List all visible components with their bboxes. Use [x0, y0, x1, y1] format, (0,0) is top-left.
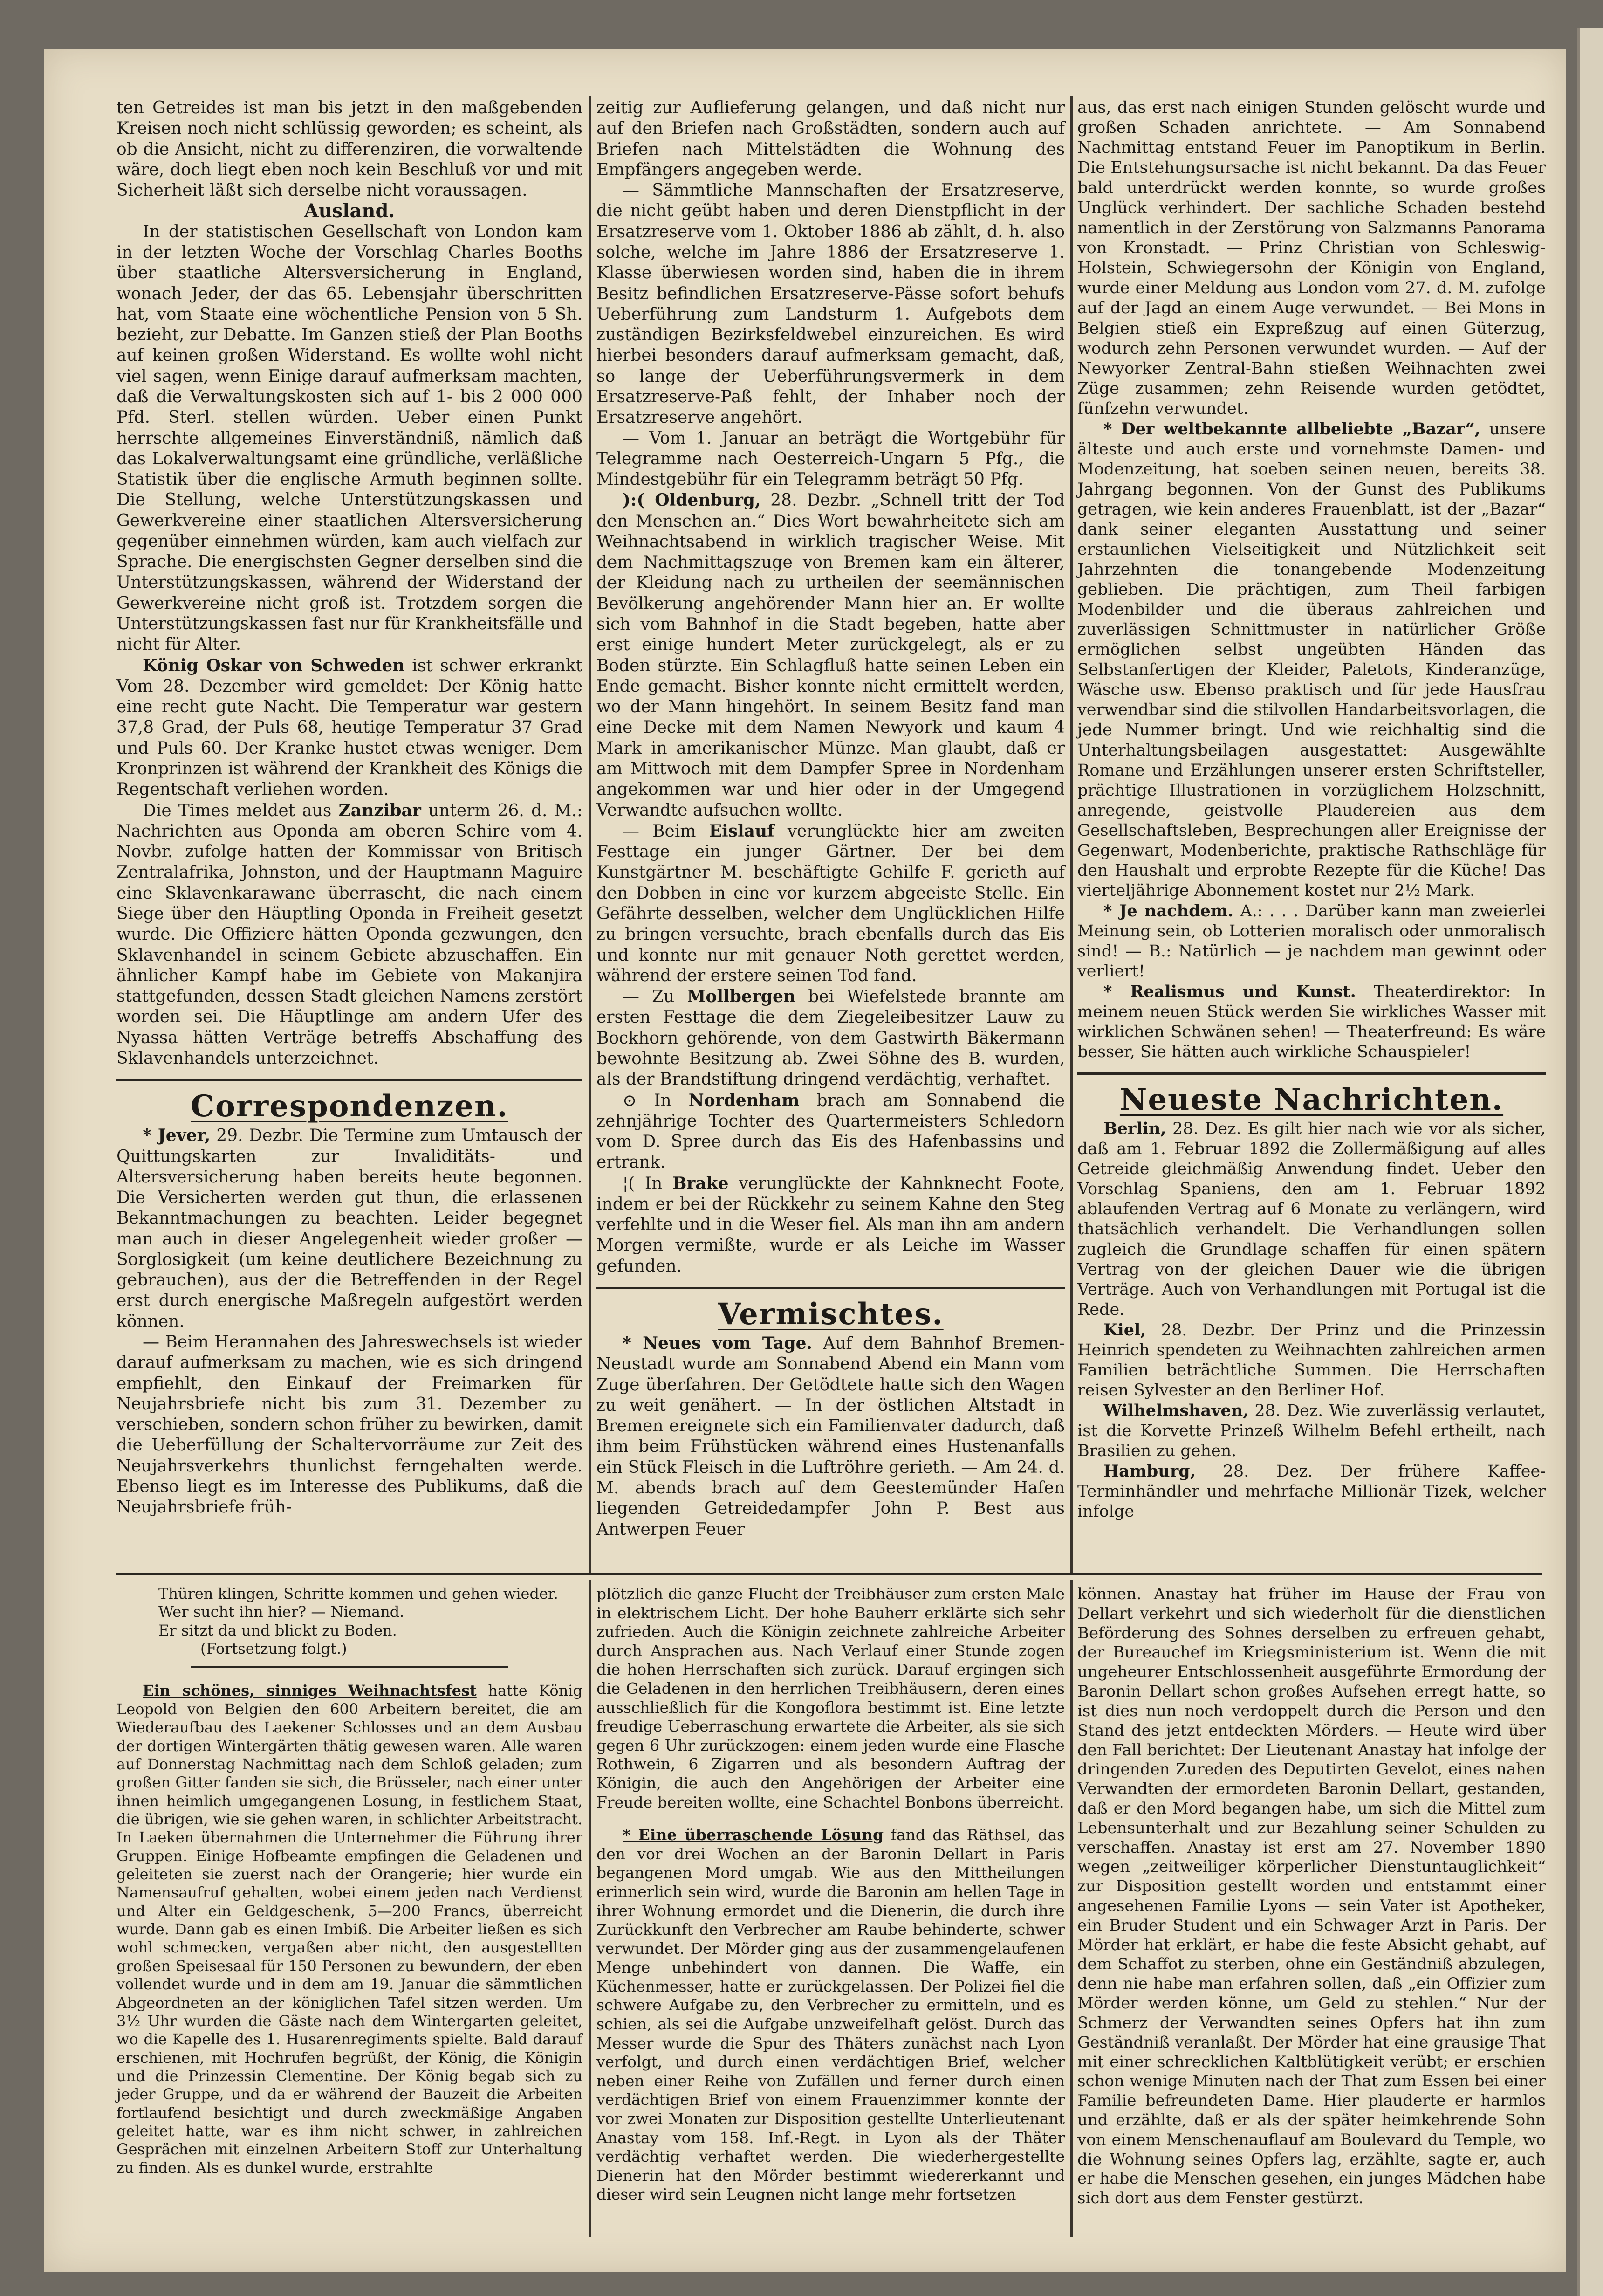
article-text: Die Times meldet aus: [143, 801, 332, 820]
article-text: verunglückte hier am zweiten Festtage ein junger Gärtner. Der bei dem Kunstgärtner M. beschäftigte Gehilfe F. gerieth auf den Dobben in eine vor kurzem abgeeiste Stelle. Ein Gefährte desselben, welcher dem Unglücklichen Hilfe zu bringen versuchte, brach ebenfalls durch das Eis und konnte nur mit genauer Noth gerettet werden, während der erstere seinen Tod fand.: [596, 821, 1065, 985]
article-keyword: König Oskar von Schweden: [143, 655, 405, 675]
article-paragraph: [596, 490, 1065, 821]
article-paragraph: [116, 1125, 582, 1332]
article-text: ⊙ In: [623, 1091, 671, 1110]
article-text: 28. Dez. Wie zuverlässig verlautet, ist die Korvette Prinzeß Wilhelm Befehl ertheilt, nach Brasilien zu gehen.: [1077, 1401, 1546, 1460]
section-divider-rule: [116, 1573, 1542, 1575]
article-paragraph: zeitig zur Auflieferung gelangen, und daß nicht nur auf den Briefen nach Großstädten, sondern auch auf Briefen nach Mittelstädten die Wohnung des Empfängers angegeben werde.: [596, 98, 1065, 179]
article-text: unsere älteste und auch erste und vornehmste Damen- und Modenzeitung, hat soeben seinen neuen, bereits 38. Jahrgang begonnen. Von der Gunst des Publikums getragen, wie kein anderes Frauenblatt, ist der „Bazar“ dank seiner eleganten Ausstattung und seiner erstaunlichen Vielseitigkeit und Nützlichkeit seit Jahrzehnten die tonangebende Modenzeitung geblieben. Die prächtigen, zum Theil farbigen Modenbilder und die überaus zahlreichen und zuverlässigen Schnittmuster in natürlicher Größe ermöglichen selbst ungeübten Händen das Selbstanfertigen der Kleider, Paletots, Kinderanzüge, Wäsche usw. Ebenso praktisch und für jede Hausfrau verwendbar sind die stilvollen Handarbeitsvorlagen, die jede Nummer bringt. Und wie reichhaltig sind die Unterhaltungsbeilagen ausgestattet: Ausgewählte Romane und Erzählungen unserer ersten Schriftsteller, prächtige Illustrationen in vorzüglichem Holzschnitt, anregende, geistvolle Plaudereien aus dem Gesellschaftsleben, Besprechungen aller Ereignisse der Gegenwart, Modenberichte, praktische Rathschläge für den Haushalt und erprobte Rezepte für die Küche! Das vierteljährige Abonnement kostet nur 2½ Mark.: [1077, 419, 1546, 900]
article-paragraph: [596, 1333, 1065, 1540]
article-paragraph: — Beim Herannahen des Jahreswechsels ist wieder darauf aufmerksam zu machen, wie es sich dringend empfiehlt, den Einkauf der Freimarken für Neujahrsbriefe nicht bis zum 31. Dezember zu verschieben, sondern schon früher zu bewirken, damit die Ueberfüllung der Schaltervorräume zur Zeit des Neujahrsverkehrs thunlichst ferngehalten werde. Ebenso liegt es im Interesse des Publikums, daß die Neujahrsbriefe früh-: [116, 1333, 582, 1517]
article-paragraph: [596, 821, 1065, 986]
article-keyword: * Der weltbekannte allbeliebte „Bazar“,: [1103, 419, 1480, 439]
article-paragraph: [1077, 1461, 1546, 1522]
story-line: Thüren klingen, Schritte kommen und gehen wieder.: [158, 1585, 558, 1602]
column-1: [116, 98, 582, 1518]
article-paragraph: ten Getreides ist man bis jetzt in den maßgebenden Kreisen noch nicht schlüssig geworden; es scheint, als ob die Ansicht, nicht zu differenziren, die vorwaltende wäre, doch liegt eben noch kein Beschluß vor und mit Sicherheit läßt sich derselbe nicht voraussagen.: [116, 98, 582, 200]
story-end-rule: [191, 1666, 508, 1668]
article-keyword: * Neues vom Tage.: [623, 1334, 813, 1354]
article-paragraph: [116, 800, 582, 1069]
article-paragraph: aus, das erst nach einigen Stunden gelöscht wurde und großen Schaden anrichtete. — Am Sonnabend Nachmittag entstand Feuer im Panoptikum in Berlin. Die Entstehungsursache ist nicht bekannt. Da das Feuer bald unterdrückt werden konnte, so wurde großes Unglück verhindert. Der sachliche Schaden bestehd namentlich in der Zerstörung von Salzmanns Panorama von Kronstadt. — Prinz Christian von Schleswig-Holstein, Schwiegersohn der Königin von England, wurde einer Meldung aus London vom 27. d. M. zufolge auf der Jagd an einem Auge verwundet. — Bei Mons in Belgien stieß ein Expreßzug auf einen Güterzug, wodurch zehn Personen verwundet wurden. — Auf der Newyorker Zentral-Bahn stießen Weihnachten zwei Züge zusammen; zehn Reisende wurden getödtet, fünfzehn verwundet.: [1077, 98, 1546, 418]
article-text: — Zu: [623, 987, 675, 1007]
article-text: 29. Dezbr. Die Termine zum Umtausch der Quittungskarten zur Invaliditäts- und Altersversicherung haben bereits heute begonnen. Die Versicherten werden gut thun, die erlassenen Bekanntmachungen zu beachten. Leider begegnet man auch in dieser Angelegenheit wieder großer — Sorglosigkeit (um keine deutlichere Bezeichnung zu gebrauchen), aus der die Betreffenden in der Regel erst durch energische Maßregeln aufgestört werden können.: [116, 1126, 582, 1331]
article-keyword: Zanzibar: [338, 800, 421, 820]
article-text: Theaterdirektor: In meinem neuen Stück werden Sie wirkliches Wasser mit wirklichen Schwänen sehen! — Theaterfreund: Es wäre besser, Sie hätten auch wirkliche Schauspieler!: [1077, 983, 1546, 1062]
next-page-edge: [1577, 28, 1603, 2296]
article-paragraph: [596, 1826, 1065, 2204]
feuilleton-column-2: [596, 1585, 1065, 2204]
article-keyword: * Realismus und Kunst.: [1103, 982, 1356, 1002]
article-keyword: Mollbergen: [687, 987, 796, 1007]
story-line: Er sitzt da und blickt zu Boden.: [158, 1621, 397, 1639]
column-rule-4: [1070, 1580, 1073, 2237]
article-paragraph: In der statistischen Gesellschaft von London kam in der letzten Woche der Vorschlag Charles Booths über staatliche Altersversicherung in England, wonach Jeder, der das 65. Lebensjahr überschritten hat, vom Staate eine wöchentliche Pension von 5 Sh. bezieht, zur Debatte. Im Ganzen stieß der Plan Booths auf keinen großen Widerstand. Es wollte wohl nicht viel sagen, wenn Einige darauf aufmerksam machten, daß die Verwaltungskosten sich auf 1- bis 2 000 000 Pfd. Sterl. stellen würden. Ueber einen Punkt herrschte allgemeines Einverständniß, nämlich daß das Lokalverwaltungsamt eine gründliche, verläßliche Statistik über die englische Armuth beginnen sollte. Die Stellung, welche Unterstützungskassen und Gewerkvereine einer staatlichen Altersversicherung gegenüber einnehmen würden, kam auch vielfach zur Sprache. Die energischsten Gegner derselben sind die Unterstützungskassen, während der Widerstand der Gewerkvereine nicht groß ist. Trotzdem sorgen die Unterstützungskassen fast nur für Krankheitsfälle und nicht für Alter.: [116, 222, 582, 654]
column-rule-2: [1070, 96, 1073, 1573]
article-text: bei Wiefelstede brannte am ersten Festtage die dem Ziegeleibesitzer Lauw zu Bockhorn gehörende, von dem Gastwirth Bäkermann bewohnte Besitzung ab. Zwei Söhne des B. wurden, als der Brandstiftung dringend verdächtig, verhaftet.: [596, 987, 1065, 1089]
feuilleton-column-3: [1077, 1585, 1546, 2208]
article-text: ¦( In: [623, 1174, 663, 1193]
article-text: hatte König Leopold von Belgien den 600 Arbeitern bereitet, die am Wiederaufbau des Laekener Schlosses und an dem Ausbau der dortigen Wintergärten thätig gewesen waren. Alle waren auf Donnerstag Nachmittag nach dem Schloß geladen; zum großen Gitter fanden sie sich, die Brüsseler, nach einer unter ihnen heimlich umgegangenen Losung, in festlichem Staat, die übrigen, wie sie gehen waren, in schlichter Arbeitstracht. In Laeken übernahmen die Unternehmer die Führung ihrer Gruppen. Einige Hofbeamte empfingen die Geladenen und geleiteten sie zuerst nach der Orangerie; hier wurde ein Namensaufruf gehalten, wobei einem jeden nach Verdienst und Alter ein Geldgeschenk, 5—200 Francs, überreicht wurde. Dann gab es einen Imbiß. Die Arbeiter ließen es sich wohl schmecken, vergaßen aber nicht, den ausgestellten großen Speisesaal für 150 Personen zu bewundern, der eben vollendet wurde und in dem am 19. Januar die sämmtlichen Abgeordneten an der königlichen Tafel sitzen werden. Um 3½ Uhr wurden die Gäste nach dem Wintergarten geleitet, wo die Kapelle des 1. Husarenregiments spielte. Bald darauf erschienen, mit Hochrufen begrüßt, der König, die Königin und die Prinzessin Clementine. Der König begab sich zu jeder Gruppe, und da er während der Bauzeit die Arbeiten fortlaufend besichtigt und durch zweckmäßige Angaben geleitet hatte, war es ihm nicht schwer, in zahlreichen Gesprächen mit einzelnen Arbeitern Stoff zur Unterhaltung zu finden. Als es dunkel wurde, erstrahlte: [116, 1682, 583, 2177]
article-paragraph: [1077, 1320, 1546, 1401]
article-paragraph: [596, 1090, 1065, 1173]
article-keyword: Brake: [672, 1173, 729, 1193]
article-paragraph: plötzlich die ganze Flucht der Treibhäuser zum ersten Male in elektrischem Licht. Der hohe Bauherr erklärte sich sehr zufrieden. Auch die Königin zeichnete zahlreiche Arbeiter durch Ansprachen aus. Nach Verlauf einer Stunde zogen die hohen Herrschaften sich zurück. Darauf ergingen sich die Geladenen in den herrlichen Treibhäusern, deren eines ausschließlich für die Kongoflora bestimmt ist. Eine letzte freudige Ueberraschung erwartete die Arbeiter, als sie sich gegen 6 Uhr zurückzogen: einem jeden wurde eine Flasche Rothwein, 6 Zigarren und als besondern Auftrag der Königin, die auch den Angehörigen der Arbeiter eine Freude bereiten wollte, eine Schachtel Bonbons überreicht.: [596, 1585, 1065, 1811]
article-text: A.: . . . Darüber kann man zweierlei Meinung sein, ob Lotterien moralisch oder unmoralisch sind! — B.: Natürlich — je nachdem man gewinnt oder verliert!: [1077, 901, 1546, 981]
serial-story-ending: [116, 1585, 582, 1658]
column-rule-3: [589, 1580, 591, 2237]
column-rule-1: [589, 96, 591, 1573]
article-keyword: Hamburg,: [1103, 1462, 1196, 1481]
article-keyword: Wilhelmshaven,: [1103, 1401, 1249, 1420]
spacer: [596, 1812, 1065, 1826]
article-text: verunglückte der Kahnknecht Foote, indem er bei der Rückkehr zu seinem Kahne den Steg verfehlte und in die Weser fiel. Als man ihn am andern Morgen vermißte, wurde er als Leiche im Wasser gefunden.: [596, 1174, 1065, 1276]
article-paragraph: — Sämmtliche Mannschaften der Ersatzreserve, die nicht geübt haben und deren Dienstpflicht in der Ersatzreserve vom 1. Oktober 1886 ab zählt, d. h. also solche, welche im Jahre 1886 der Ersatzreserve 1. Klasse überwiesen worden sind, haben die in ihrem Besitz befindlichen Ersatzreserve-Pässe sofort behufs Ueberführung zum Landsturm 1. Aufgebots dem zuständigen Bezirksfeldwebel einzureichen. Es wird hierbei besonders darauf aufmerksam gemacht, daß, so lange der Ueberführungsvermerk in dem Ersatzreserve-Paß fehlt, der Inhaber noch der Ersatzreserve angehört.: [596, 181, 1065, 427]
article-paragraph: [116, 655, 582, 800]
feuilleton-column-1: [116, 1585, 582, 2177]
article-text: 28. Dez. Der frühere Kaffee-Terminhändler und mehrfache Millionär Tizek, welcher infolge: [1077, 1462, 1546, 1521]
continuation-note: (Fortsetzung folgt.): [200, 1640, 347, 1658]
section-rule: [596, 1287, 1065, 1289]
section-heading-vermischtes: Vermischtes.: [718, 1297, 944, 1332]
article-keyword: Ein schönes, sinniges Weihnachtsfest: [143, 1682, 477, 1700]
section-rule: [1077, 1072, 1546, 1075]
article-keyword: Kiel,: [1103, 1320, 1146, 1340]
article-paragraph: [1077, 1401, 1546, 1461]
article-keyword: * Je nachdem.: [1103, 901, 1234, 921]
article-text: 28. Dezbr. „Schnell tritt der Tod den Menschen an.“ Dies Wort bewahrheitete sich am Weihnachtsabend in wirklich tragischer Weise. Mit dem Nachmittagszuge von Bremen kam ein älterer, der Kleidung nach zu urtheilen der seemännischen Bevölkerung angehörender Mann hier an. Er wollte sich vom Bahnhof in die Stadt begeben, hatte aber erst einige hundert Meter zurückgelegt, als er zu Boden stürzte. Ein Schlagfluß hatte seinen Leben ein Ende gemacht. Bisher konnte nicht ermittelt werden, wo der Mann hingehört. In seinem Besitz fand man eine Decke mit dem Namen Newyork und kaum 4 Mark in amerikanischer Münze. Man glaubt, daß er am Mittwoch mit dem Dampfer Spree in Nordenham angekommen war und hier oder in der Umgegend Verwandte aufsuchen wollte.: [596, 491, 1065, 820]
section-heading-correspondenzen: Correspondenzen.: [191, 1089, 508, 1124]
article-text: 28. Dezbr. Der Prinz und die Prinzessin Heinrich spendeten zu Weihnachten zahlreichen armen Familien beträchtliche Summen. Die Herrschaften reisen Sylvester an den Berliner Hof.: [1077, 1320, 1546, 1400]
article-text: fand das Räthsel, das den vor drei Wochen an der Baronin Dellart in Paris begangenen Mord umgab. Wie aus den Mittheilungen erinnerlich sein wird, wurde die Baronin am hellen Tage in ihrer Wohnung ermordet und die Dienerin, die durch ihre Zurückkunft den Verbrecher am Raube behinderte, schwer verwundet. Der Mörder ging aus der zusammengelaufenen Menge unbehindert von dannen. Die Waffe, ein Küchenmesser, hatte er zurückgelassen. Der Polizei fiel die schwere Aufgabe zu, den Verbrecher zu ermitteln, und es schien, als sei die Aufgabe unzweifelhaft gelöst. Durch das Messer wurde die Spur des Thäters zunächst nach Lyon verfolgt, und durch einen verdächtigen Brief, welcher neben einer Reihe von Zufällen und ferner durch einen verdächtigen Brief von einem Frauenzimmer konnte der vor zwei Monaten zur Disposition gestellte Unterlieutenant Anastay vom 158. Inf.-Regt. in Lyon als der Thäter verdächtig verhaftet werden. Die wiederhergestellte Dienerin hat den Mörder bestimmt wiedererkannt und dieser wird sein Leugnen nicht lange mehr fortsetzen: [596, 1826, 1065, 2204]
article-keyword: Nordenham: [688, 1090, 800, 1110]
article-paragraph: — Vom 1. Januar an beträgt die Wortgebühr für Telegramme nach Oesterreich-Ungarn 5 Pfg., die Mindestgebühr für ein Telegramm beträgt 50 Pfg.: [596, 428, 1065, 489]
article-keyword: * Eine überraschende Lösung: [623, 1826, 884, 1844]
article-paragraph: [1077, 1119, 1546, 1320]
article-keyword: * Jever,: [143, 1126, 211, 1146]
article-text: brach am Sonnabend die zehnjährige Tochter des Quartermeisters Schledorn vom D. Spree durch das Eis des Hafenbassins und ertrank.: [596, 1091, 1065, 1172]
article-keyword: Berlin,: [1103, 1119, 1166, 1139]
article-paragraph: [1077, 982, 1546, 1062]
article-keyword: ):( Oldenburg,: [623, 490, 761, 510]
article-paragraph: [596, 1173, 1065, 1277]
article-text: unterm 26. d. M.: Nachrichten aus Oponda am oberen Schire vom 4. Novbr. zufolge hatten der Kommissar von Britisch Zentralafrika, Johnston, und der Hauptmann Maguire eine Sklavenkarawane überrascht, die nach einem Siege über den Häuptling Oponda in Freiheit gesetzt wurde. Die Offiziere hätten Oponda gezwungen, den Sklavenhandel in seinem Gebiete abzuschaffen. Ein ähnlicher Kampf habe im Gebiete von Makanjira stattgefunden, dessen Stadt gleichen Namens zerstört worden sei. Die Häuptlinge am andern Ufer des Nyassa hätten Verträge betreffs Abschaffung des Sklavenhandels unterzeichnet.: [116, 801, 582, 1068]
article-paragraph: [596, 986, 1065, 1090]
article-text: — Beim: [623, 821, 696, 841]
section-rule: [116, 1079, 582, 1081]
article-keyword: Eislauf: [709, 821, 774, 841]
column-2: [596, 98, 1065, 1540]
article-paragraph: [116, 1682, 582, 2177]
article-text: Auf dem Bahnhof Bremen-Neustadt wurde am Sonnabend Abend ein Mann vom Zuge überfahren. Der Getödtete hatte sich den Wagen zu weit genähert. — In der östlichen Altstadt in Bremen ereignete sich ein Familienvater dadurch, daß ihm beim Frühstücken während eines Hustenanfalls ein Stück Fleisch in die Luftröhre gerieth. — Am 24. d. M. abends brach auf dem Geestemünder Hafen liegenden Getreidedampfer John P. Best aus Antwerpen Feuer: [596, 1334, 1065, 1539]
article-paragraph: [1077, 419, 1546, 901]
article-paragraph: können. Anastay hat früher im Hause der Frau von Dellart verkehrt und sich wiederholt für die dienstlichen Beförderung des Sohnes derselben zu erfreuen gehabt, der Bureauchef im Kriegsministerium ist. Wenn die mit ungeheurer Entschlossenheit ausgeführte Ermordung der Baronin Dellart schon großes Aufsehen erregt hatte, so ist dies nun noch verdoppelt durch die Person und den Stand des jetzt entdeckten Mörders. — Heute wird über den Fall berichtet: Der Lieutenant Anastay hat infolge der dringenden Zureden des Deputirten Gevelot, eines nahen Verwandten der ermordeten Baronin Dellart, gestanden, daß er den Mord begangen habe, um sich die Mittel zum Lebensunterhalt und zur Bezahlung seiner Schulden zu verschaffen. Anastay ist erst am 27. November 1890 wegen „zeitweiliger körperlicher Dienstuntauglichkeit“ zur Disposition gestellt worden und entstammt einer angesehenen Familie Lyons — sein Vater ist Apotheker, ein Bruder Student und ein Schwager Arzt in Paris. Der Mörder hat erklärt, er habe die feste Absicht gehabt, auf dem Schaffot zu sterben, ohne ein Geständniß abzulegen, denn nie habe man erfahren sollen, daß „ein Offizier zum Mörder werden könne, um Geld zu stehlen.“ Nur der Schmerz der Verwandten seines Opfers hat ihn zum Geständniß veranlaßt. Der Mörder hat eine grausige That mit einer schrecklichen Kaltblütigkeit verübt; er erschien schon wenige Minuten nach der That zum Essen bei einer Familie befreundeten Dame. Hier plauderte er harmlos und erzählte, daß er als der später heimkehrende Sohn von einem Menschenauflauf am Boulevard du Temple, wo die Wohnung seines Opfers lag, erzählte, sagte er, auch er habe die Menschen gesehen, ein junges Mädchen habe sich dort aus dem Fenster gestürzt.: [1077, 1585, 1546, 2208]
section-heading-ausland: Ausland.: [304, 200, 395, 222]
article-text: ist schwer erkrankt Vom 28. Dezember wird gemeldet: Der König hatte eine recht gute Nacht. Die Temperatur war gestern 37,8 Grad, der Puls 68, heutige Temperatur 37 Grad und Puls 60. Der Kranke hustet etwas weniger. Dem Kronprinzen ist während der Krankheit des Königs die Regentschaft verliehen worden.: [116, 656, 582, 799]
column-3: [1077, 98, 1546, 1522]
article-paragraph: [1077, 901, 1546, 982]
section-heading-neueste-nachrichten: Neueste Nachrichten.: [1119, 1082, 1504, 1118]
story-line: Wer sucht ihn hier? — Niemand.: [158, 1603, 404, 1621]
article-text: 28. Dez. Es gilt hier nach wie vor als sicher, daß am 1. Februar 1892 die Zollermäßigung auf alles Getreide gleichmäßig Anwendung findet. Ueber den Vorschlag Spaniens, den am 1. Februar 1892 ablaufenden Vertrag auf 6 Monate zu verlängern, wird thatsächlich verhandelt. Die Verhandlungen sollen zugleich die Grundlage schaffen für einen spätern Vertrag von der gleichen Dauer wie die übrigen Verträge. Auch von Verhandlungen mit Portugal ist die Rede.: [1077, 1120, 1546, 1319]
